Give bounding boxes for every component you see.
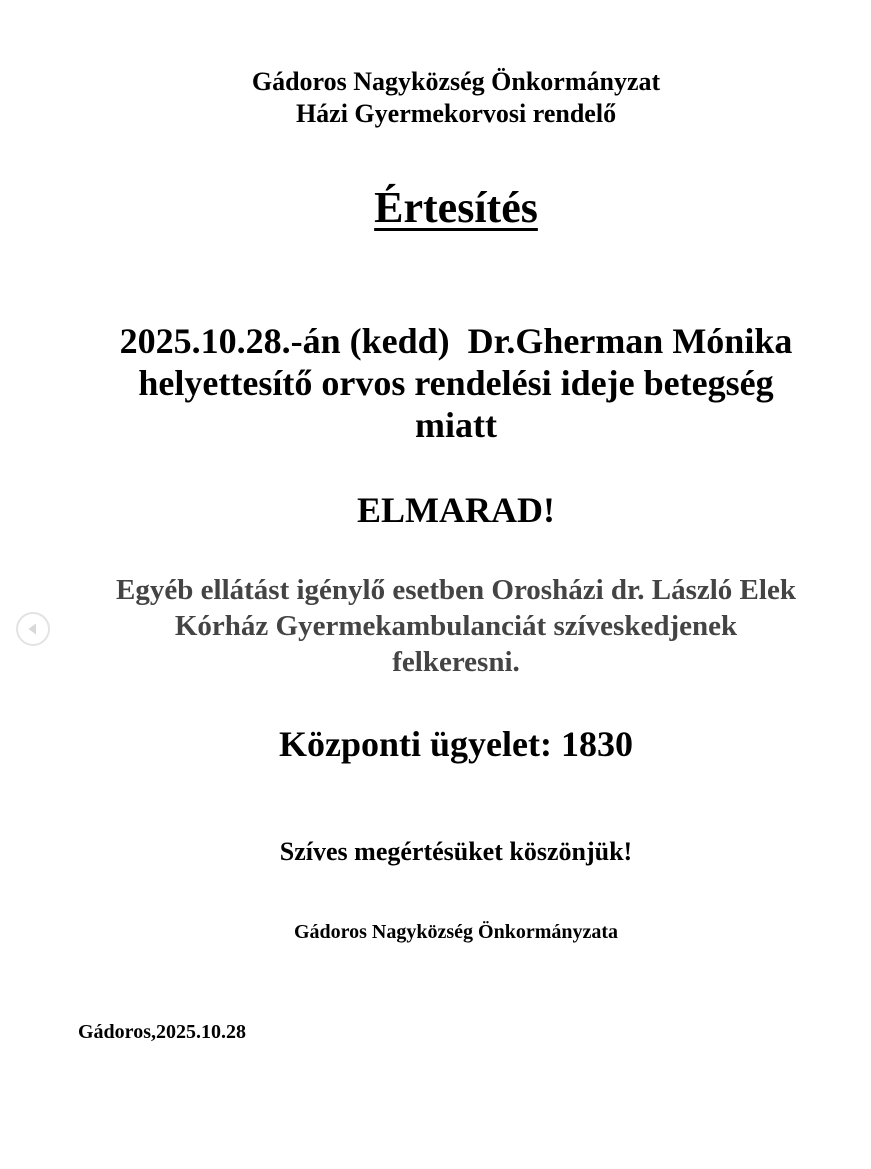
notice-line: miatt [415,405,497,445]
other-care-line: Kórház Gyermekambulanciát szíveskedjenek [174,610,738,642]
notice-line: 2025.10.28.-án (kedd) Dr.Gherman Mónika [119,321,793,361]
other-care-line: felkeresni. [392,646,520,678]
notice-line: helyettesítő orvos rendelési ideje betegség [138,363,774,403]
notice-paragraph [60,320,852,446]
other-care-paragraph [60,572,852,680]
signature: Gádoros Nagyközség Önkormányzata [293,921,619,943]
header-line-office: Házi Gyermekorvosi rendelő [295,99,617,128]
header-line-organization: Gádoros Nagyközség Önkormányzat [251,67,661,96]
page-title [0,180,871,236]
chevron-left-icon [18,614,48,644]
cancelled-heading: ELMARAD! [357,490,555,530]
central-duty-line: Központi ügyelet: 1830 [279,724,633,764]
title-text: Értesítés [374,183,538,232]
prev-slide-button[interactable] [16,612,50,646]
other-care-line: Egyéb ellátást igénylő esetben Orosházi dr. László Elek [116,574,796,606]
header [0,66,871,130]
thanks-line: Szíves megértésüket köszönjük! [279,837,633,866]
place-date: Gádoros,2025.10.28 [78,1021,246,1043]
